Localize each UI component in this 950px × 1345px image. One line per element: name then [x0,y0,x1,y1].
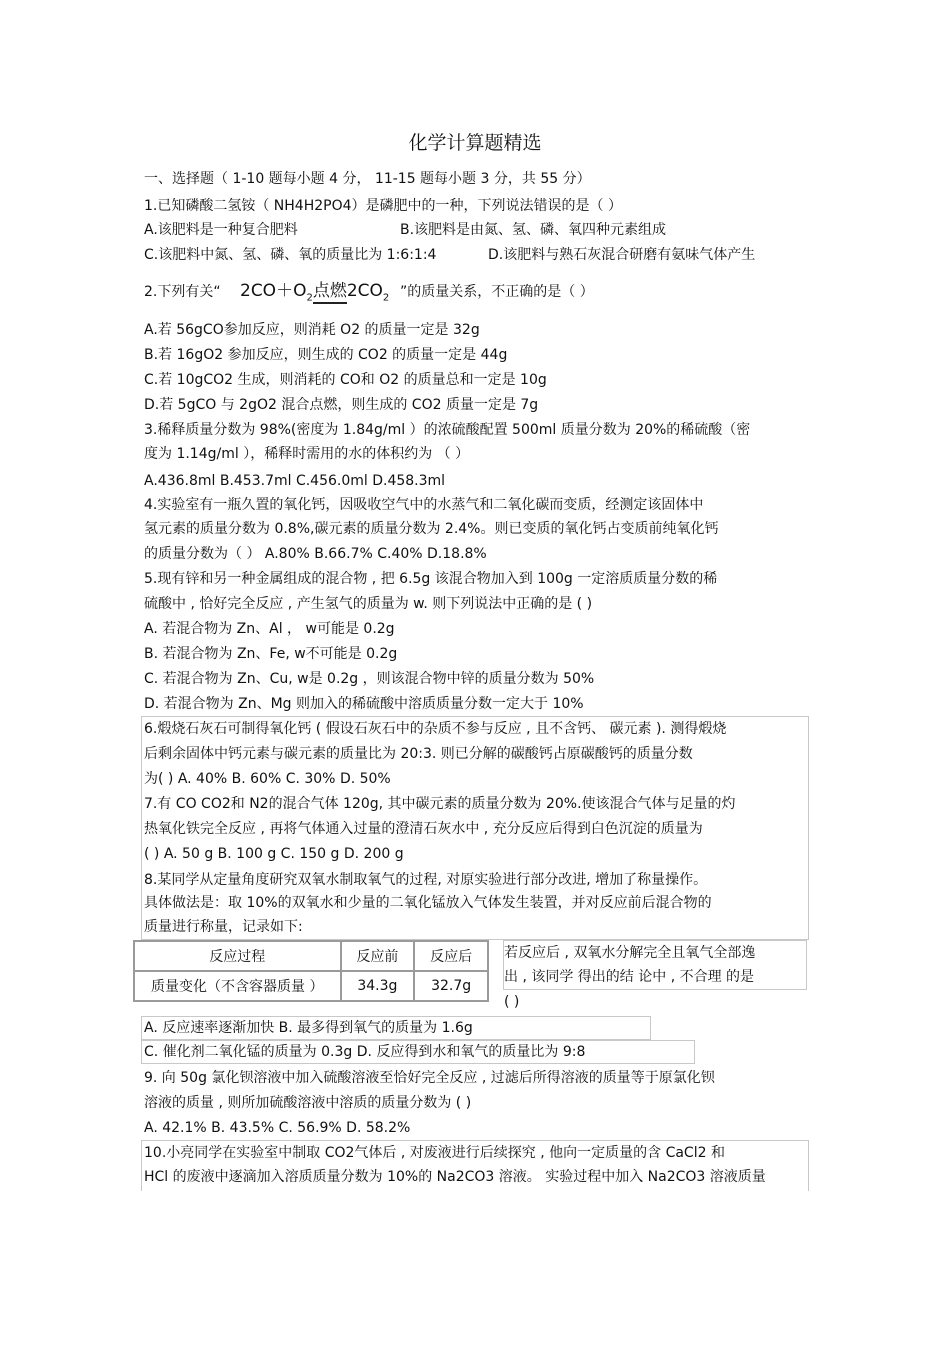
q10-line2: HCl 的废液中逐滴加入溶质质量分数为 10%的 Na2CO3 溶液。 实验过程中加入 Na2CO3 溶液质量 [144,1169,766,1185]
table-cell: 34.3g [341,971,415,1001]
q5-option-d: D. 若混合物为 Zn、Mg 则加入的稀硫酸中溶质质量分数一定大于 10% [144,696,584,712]
q2-option-d: D.若 5gCO 与 2gO2 混合点燃，则生成的 CO2 质量一定是 7g [144,397,539,413]
q8-line3: 质量进行称量，记录如下: [144,919,303,935]
q2-stem-suffix: ”的质量关系，不正确的是（ ） [400,284,594,300]
q1-option-b: B.该肥料是由氮、氢、磷、氧四种元素组成 [400,222,667,238]
q4-line1: 4.实验室有一瓶久置的氧化钙，因吸收空气中的水蒸气和二氧化碳而变质，经测定该固体中 [144,497,704,513]
q2-stem-prefix: 2.下列有关“ [144,284,221,300]
q8-side-line1: 若反应后 , 双氧水分解完全且氧气全部逸 [504,945,756,961]
q6-line2: 后剩余固体中钙元素与碳元素的质量比为 20:3. 则已分解的碳酸钙占原碳酸钙的质量分数 [144,746,693,762]
q8-side-line3: ( ) [504,994,520,1010]
table-header-row [134,941,488,971]
q7-line2: 热氧化铁完全反应 , 再将气体通入过量的澄清石灰水中 , 充分反应后得到白色沉淀的质量为 [144,821,703,837]
equation-left: 2CO＋O [240,281,307,301]
q7-line3: ( ) A. 50 g B. 100 g C. 150 g D. 200 g [144,846,404,862]
q5-line2: 硫酸中 , 恰好完全反应 , 产生氢气的质量为 w. 则下列说法中正确的是 ( ) [144,596,593,612]
q3-options: A.436.8ml B.453.7ml C.456.0ml D.458.3ml [144,473,446,489]
q6-line3: 为( ) A. 40% B. 60% C. 30% D. 50% [144,771,391,787]
q8-side-line2: 出 , 该同学 得出的结 论中 , 不合理 的是 [504,969,755,985]
table-header-cell: 反应后 [414,941,488,971]
table-header-cell: 反应前 [341,941,415,971]
q9-line1: 9. 向 50g 氯化钡溶液中加入硫酸溶液至恰好完全反应 , 过滤后所得溶液的质量等于原氯化钡 [144,1070,715,1086]
q7-line1: 7.有 CO CO2和 N2的混合气体 120g, 其中碳元素的质量分数为 20%.使该混合气体与足量的灼 [144,796,736,812]
q1-option-c: C.该肥料中氮、氢、磷、氧的质量比为 1:6:1:4 [144,247,437,263]
table-header-cell: 反应过程 [134,941,341,971]
q8-record-table [133,940,489,1002]
q2-option-b: B.若 16gO2 参加反应，则生成的 CO2 的质量一定是 44g [144,347,508,363]
q5-option-c: C. 若混合物为 Zn、Cu, w是 0.2g ，则该混合物中锌的质量分数为 50% [144,671,595,687]
equation-condition: 点燃 [313,281,347,304]
table-cell: 32.7g [414,971,488,1001]
q5-option-b: B. 若混合物为 Zn、Fe, w不可能是 0.2g [144,646,398,662]
q1-option-a: A.该肥料是一种复合肥料 [144,222,298,238]
table-row [134,971,488,1001]
q2-option-a: A.若 56gCO参加反应，则消耗 O2 的质量一定是 32g [144,322,480,338]
q2-equation: $2CO+O_2$点燃$2CO_2$ [240,281,390,304]
q9-options: A. 42.1% B. 43.5% C. 56.9% D. 58.2% [144,1120,411,1136]
q5-option-a: A. 若混合物为 Zn、Al ， w可能是 0.2g [144,621,395,637]
q4-line3: 的质量分数为（ ） A.80% B.66.7% C.40% D.18.8% [144,546,487,562]
q1-stem: 1.已知磷酸二氢铵（ NH4H2PO4）是磷肥中的一种，下列说法错误的是（ ） [144,198,622,214]
q3-line1: 3.稀释质量分数为 98%(密度为 1.84g/ml ）的浓硫酸配置 500ml 质量分数为 20%的稀硫酸（密 [144,422,751,438]
q5-line1: 5.现有锌和另一种金属组成的混合物 , 把 6.5g 该混合物加入到 100g 一定溶质质量分数的稀 [144,571,718,587]
equation-right: 2CO [346,281,383,301]
q8-options-cd: C. 催化剂二氧化锰的质量为 0.3g D. 反应得到水和氧气的质量比为 9:8 [144,1044,586,1060]
q4-line2: 氢元素的质量分数为 0.8%,碳元素的质量分数为 2.4%。则已变质的氧化钙占变质前纯氧化钙 [144,521,719,537]
q2-option-c: C.若 10gCO2 生成，则消耗的 CO和 O2 的质量总和一定是 10g [144,372,547,388]
page-title: 化学计算题精选 [408,132,542,154]
section-heading: 一、选择题（ 1-10 题每小题 4 分， 11-15 题每小题 3 分，共 55 分） [144,171,591,187]
q3-line2: 度为 1.14g/ml ），稀释时需用的水的体积约为 （ ） [144,446,470,462]
table-cell: 质量变化（不含容器质量 ） [134,971,341,1001]
q10-line1: 10.小亮同学在实验室中制取 CO2气体后 , 对废液进行后续探究 , 他向一定质量的含 CaCl2 和 [144,1145,725,1161]
q8-options-ab: A. 反应速率逐渐加快 B. 最多得到氧气的质量为 1.6g [144,1020,473,1036]
q6-line1: 6.煅烧石灰石可制得氧化钙 ( 假设石灰石中的杂质不参与反应 , 且不含钙、 碳元素 ). 测得煅烧 [144,721,727,737]
q9-line2: 溶液的质量 , 则所加硫酸溶液中溶质的质量分数为 ( ) [144,1095,472,1111]
q1-option-d: D.该肥料与熟石灰混合研磨有氨味气体产生 [488,247,756,263]
q8-line1: 8.某同学从定量角度研究双氧水制取氧气的过程, 对原实验进行部分改进, 增加了称量操作。 [144,872,708,888]
q8-line2: 具体做法是：取 10%的双氧水和少量的二氧化锰放入气体发生装置，并对反应前后混合物的 [144,895,712,911]
